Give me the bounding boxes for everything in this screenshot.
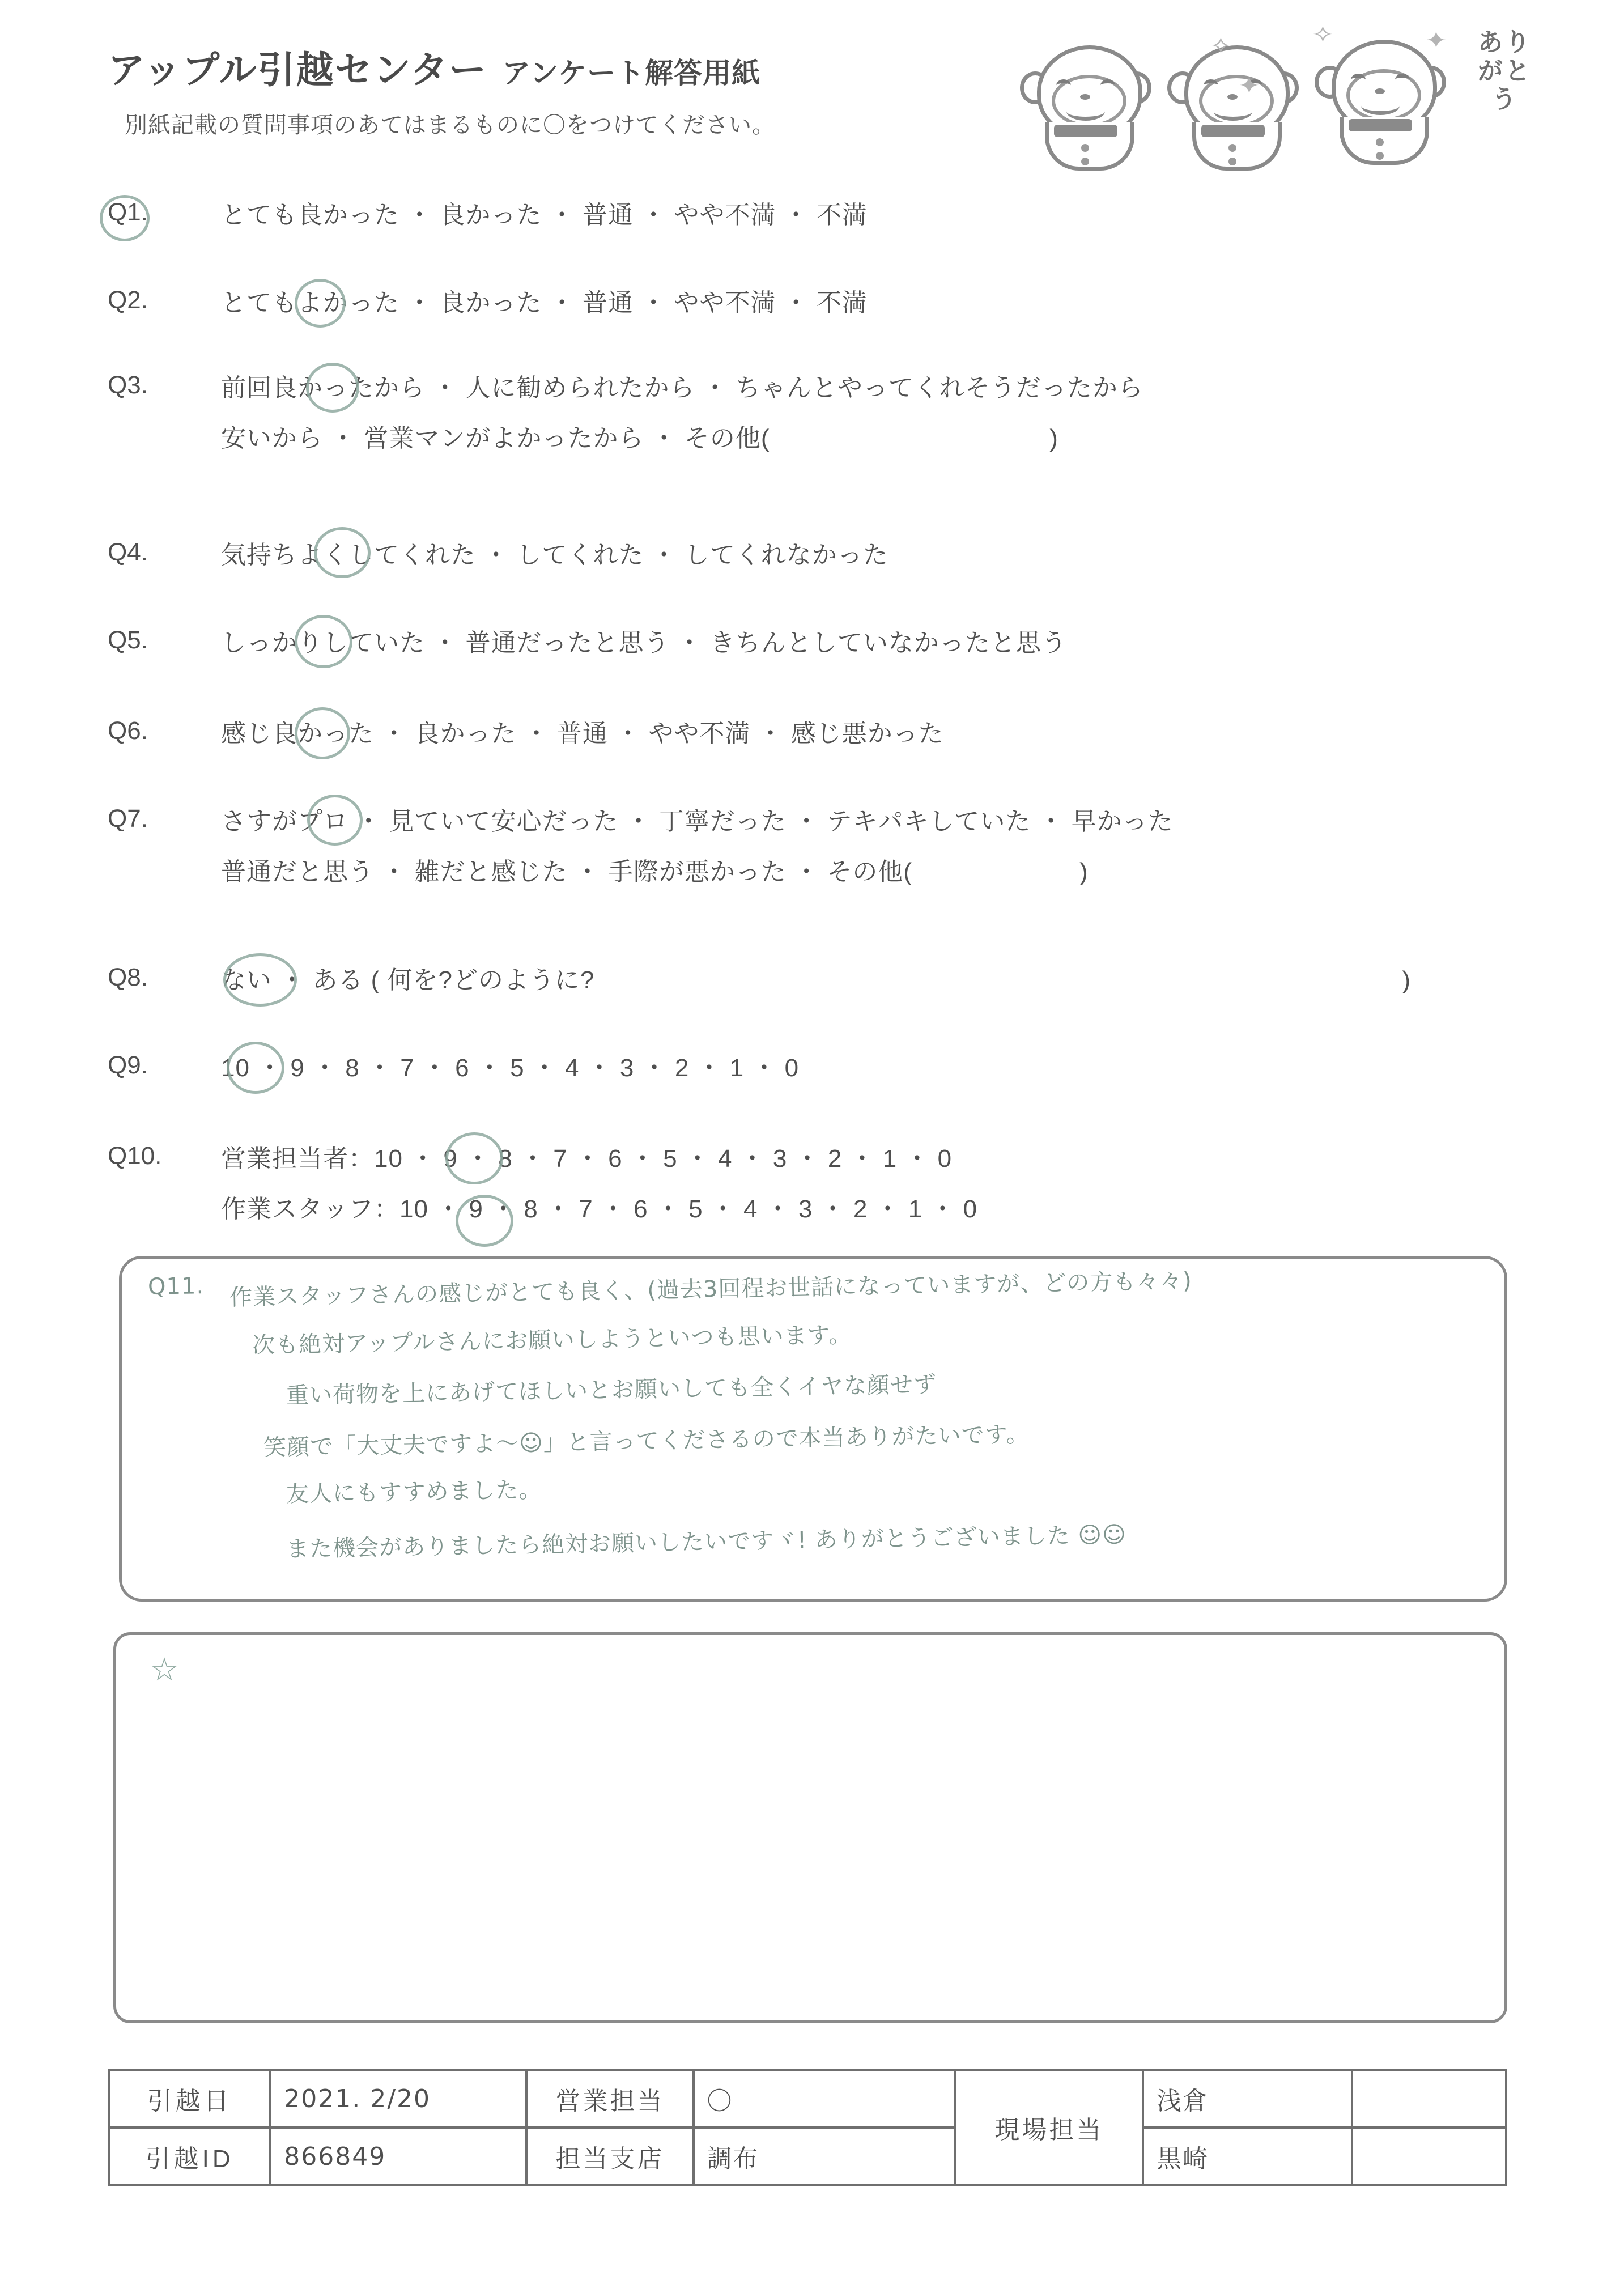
question-id: Q7. <box>108 805 148 833</box>
comment-box[interactable] <box>119 1256 1507 1602</box>
sparkle-icon: ✦ <box>1426 27 1447 54</box>
question-scale-sales[interactable]: 営業担当者：10 ・ 9 ・ 8 ・ 7 ・ 6 ・ 5 ・ 4 ・ 3 ・ 2 ・ 1 ・ 0 <box>221 1145 953 1173</box>
branch-label: 担当支店 <box>526 2128 693 2185</box>
question-row-q2 <box>108 286 1496 320</box>
site-staff-value-1[interactable]: 浅倉 <box>1143 2070 1352 2128</box>
move-date-label: 引越日 <box>109 2070 270 2128</box>
table-row <box>109 2070 1506 2128</box>
sales-rep-label: 営業担当 <box>526 2070 693 2128</box>
sparkle-icon: ✦ <box>1239 72 1260 100</box>
question-row-q7 <box>108 805 1496 889</box>
question-row-q10 <box>108 1142 1496 1226</box>
question-options[interactable]: とてもよかった ・ 良かった ・ 普通 ・ やや不満 ・ 不満 <box>221 289 868 317</box>
question-paren-close: ) <box>1049 424 1058 453</box>
comment-line-5: 友人にもすすめました。 <box>286 1477 542 1508</box>
move-date-value[interactable]: 2021. 2/20 <box>270 2070 526 2128</box>
question-id: Q8. <box>108 963 148 991</box>
question-options[interactable]: 前回良かったから ・ 人に勧められたから ・ ちゃんとやってくれそうだったから <box>221 374 1143 402</box>
monkey-icon <box>1029 45 1142 167</box>
question-id: Q6. <box>108 717 148 745</box>
monkey-icon <box>1176 45 1290 167</box>
question-options-text: ない ・ ある ( 何を?どのように? <box>221 966 595 994</box>
site-staff-value-2[interactable]: 黒崎 <box>1143 2128 1352 2185</box>
question-id: Q3. <box>108 371 148 399</box>
question-options-line2-text: 普通だと思う ・ 雑だと感じた ・ 手際が悪かった ・ その他( <box>221 858 912 886</box>
question-options[interactable] <box>221 963 1496 997</box>
footer-info-table <box>108 2069 1507 2186</box>
question-row-q5 <box>108 626 1496 660</box>
free-comment-box[interactable] <box>113 1632 1507 2023</box>
sparkle-icon: ✧ <box>1210 32 1231 60</box>
company-title: アップル引越センター <box>108 49 488 91</box>
question-id: Q1. <box>108 198 148 226</box>
question-paren-close: ) <box>1079 858 1089 886</box>
question-row-q3 <box>108 371 1496 456</box>
comment-line-2: 次も絶対アップルさんにお願いしようといつも思います。 <box>252 1322 852 1359</box>
comment-line-4: 笑顔で「大丈夫ですよ〜☺」と言ってくださるので本当ありがたいです。 <box>263 1421 1030 1461</box>
question-id: Q2. <box>108 286 148 314</box>
comment-q11-label: Q11. <box>147 1273 205 1300</box>
question-id: Q5. <box>108 626 148 654</box>
move-id-value[interactable]: 866849 <box>270 2128 526 2185</box>
question-options-line2[interactable] <box>221 422 1143 455</box>
question-row-q9 <box>108 1051 1496 1085</box>
sparkle-icon: ✧ <box>1312 21 1333 49</box>
question-row-q8 <box>108 963 1496 997</box>
question-paren-close: ) <box>1402 966 1411 994</box>
question-options-line2[interactable] <box>221 855 1174 889</box>
question-scale-staff[interactable]: 作業スタッフ：10 ・ 9 ・ 8 ・ 7 ・ 6 ・ 5 ・ 4 ・ 3 ・ 2 ・ 1 ・ 0 <box>221 1195 978 1224</box>
question-options[interactable]: とても良かった ・ 良かった ・ 普通 ・ やや不満 ・ 不満 <box>221 201 868 229</box>
branch-value[interactable]: 調布 <box>694 2128 955 2185</box>
question-scale[interactable]: 10 ・ 9 ・ 8 ・ 7 ・ 6 ・ 5 ・ 4 ・ 3 ・ 2 ・ 1 ・ 0 <box>221 1054 800 1082</box>
blank-cell-1[interactable] <box>1352 2070 1506 2128</box>
question-row-q1 <box>108 198 1496 232</box>
table-row <box>109 2128 1506 2185</box>
document-type: アンケート解答用紙 <box>502 57 761 89</box>
move-id-label: 引越ID <box>109 2128 270 2185</box>
comment-line-6: また機会がありましたら絶対お願いしたいですヾ! ありがとうございました ☺☺ <box>286 1522 1127 1562</box>
question-id: Q4. <box>108 538 148 566</box>
question-options[interactable]: さすがプロ ・ 見ていて安心だった ・ 丁寧だった ・ テキパキしていた ・ 早かった <box>221 808 1174 835</box>
thanks-text: ありがとう <box>1478 28 1532 114</box>
site-staff-label: 現場担当 <box>955 2070 1143 2185</box>
blank-cell-2[interactable] <box>1352 2128 1506 2185</box>
monkey-icon <box>1324 40 1437 162</box>
sales-rep-value[interactable]: 〇 <box>694 2070 955 2128</box>
instruction-text: 別紙記載の質問事項のあてはまるものに〇をつけてください。 <box>125 113 775 138</box>
question-options[interactable]: 気持ちよくしてくれた ・ してくれた ・ してくれなかった <box>221 541 888 569</box>
question-row-q4 <box>108 538 1496 572</box>
comment-line-1: 作業スタッフさんの感じがとても良く、(過去3回程お世話になっていますが、どの方も々々) <box>229 1268 1193 1311</box>
question-options[interactable]: しっかりしていた ・ 普通だったと思う ・ きちんとしていなかったと思う <box>221 629 1067 657</box>
question-id: Q10. <box>108 1142 162 1170</box>
question-id: Q9. <box>108 1051 148 1079</box>
comment-line-3: 重い荷物を上にあげてほしいとお願いしても全くイヤな顔せず <box>286 1371 937 1409</box>
mascot-illustration <box>1029 23 1539 181</box>
question-options[interactable]: 感じ良かった ・ 良かった ・ 普通 ・ やや不満 ・ 感じ悪かった <box>221 720 944 748</box>
question-options-line2-text: 安いから ・ 営業マンがよかったから ・ その他( <box>221 424 770 453</box>
question-row-q6 <box>108 717 1496 750</box>
star-icon: ☆ <box>150 1651 179 1687</box>
